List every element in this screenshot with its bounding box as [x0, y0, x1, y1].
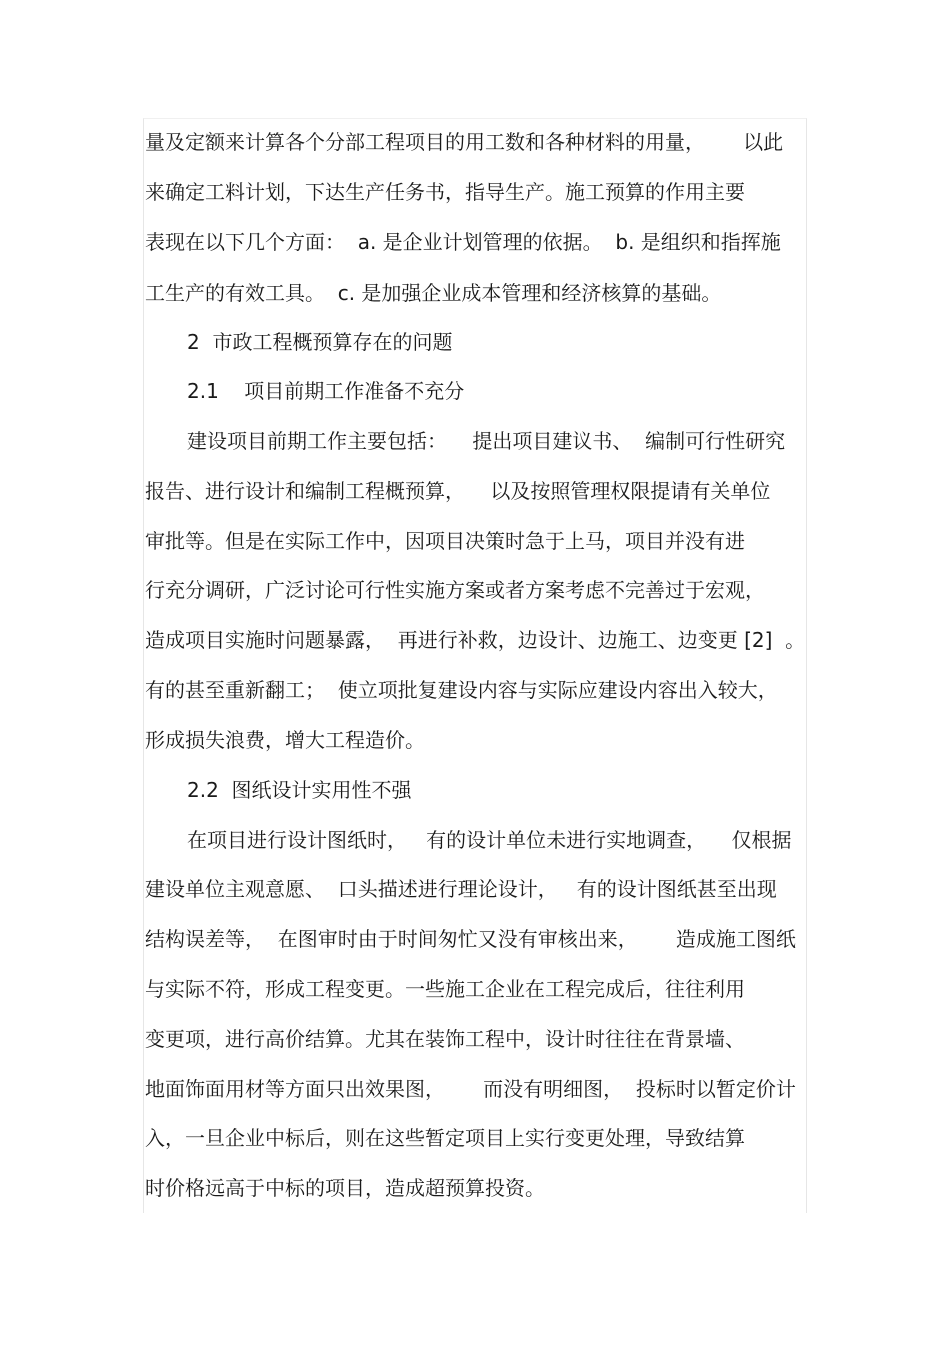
body-line: 报告、进行设计和编制工程概预算， 以及按照管理权限提请有关单位	[145, 479, 771, 503]
body-line: 造成项目实施时问题暴露， 再进行补救，边设计、边施工、边变更 [2] 。	[145, 628, 806, 652]
body-line: 行充分调研，广泛讨论可行性实施方案或者方案考虑不完善过于宏观，	[145, 578, 765, 602]
section-heading: 2 市政工程概预算存在的问题	[187, 330, 453, 354]
body-line: 结构误差等， 在图审时由于时间匆忙又没有审核出来， 造成施工图纸	[145, 927, 796, 951]
body-line: 变更项，进行高价结算。尤其在装饰工程中，设计时往往在背景墙、	[145, 1027, 745, 1051]
body-line: 地面饰面用材等方面只出效果图， 而没有明细图， 投标时以暂定价计	[145, 1077, 796, 1101]
body-line: 表现在以下几个方面： a. 是企业计划管理的依据。 b. 是组织和指挥施	[145, 230, 781, 254]
subsection-heading: 2.2 图纸设计实用性不强	[187, 778, 412, 802]
body-line: 入，一旦企业中标后，则在这些暂定项目上实行变更处理，导致结算	[145, 1126, 745, 1150]
body-line: 量及定额来计算各个分部工程项目的用工数和各种材料的用量， 以此	[145, 130, 784, 154]
body-line: 形成损失浪费，增大工程造价。	[145, 728, 425, 752]
body-line: 时价格远高于中标的项目，造成超预算投资。	[145, 1176, 545, 1200]
body-line: 有的甚至重新翻工； 使立项批复建设内容与实际应建设内容出入较大，	[145, 678, 778, 702]
body-line: 审批等。但是在实际工作中，因项目决策时急于上马，项目并没有进	[145, 529, 745, 553]
paragraph-start-line: 建设项目前期工作主要包括： 提出项目建议书、 编制可行性研究	[187, 429, 786, 453]
paragraph-start-line: 在项目进行设计图纸时， 有的设计单位未进行实地调查， 仅根据	[187, 828, 792, 852]
body-line: 建设单位主观意愿、 口头描述进行理论设计， 有的设计图纸甚至出现	[145, 877, 777, 901]
body-line: 与实际不符，形成工程变更。一些施工企业在工程完成后，往往利用	[145, 977, 745, 1001]
body-line: 工生产的有效工具。 c. 是加强企业成本管理和经济核算的基础。	[145, 281, 722, 305]
subsection-heading: 2.1 项目前期工作准备不充分	[187, 379, 465, 403]
body-line: 来确定工料计划，下达生产任务书，指导生产。施工预算的作用主要	[145, 180, 745, 204]
